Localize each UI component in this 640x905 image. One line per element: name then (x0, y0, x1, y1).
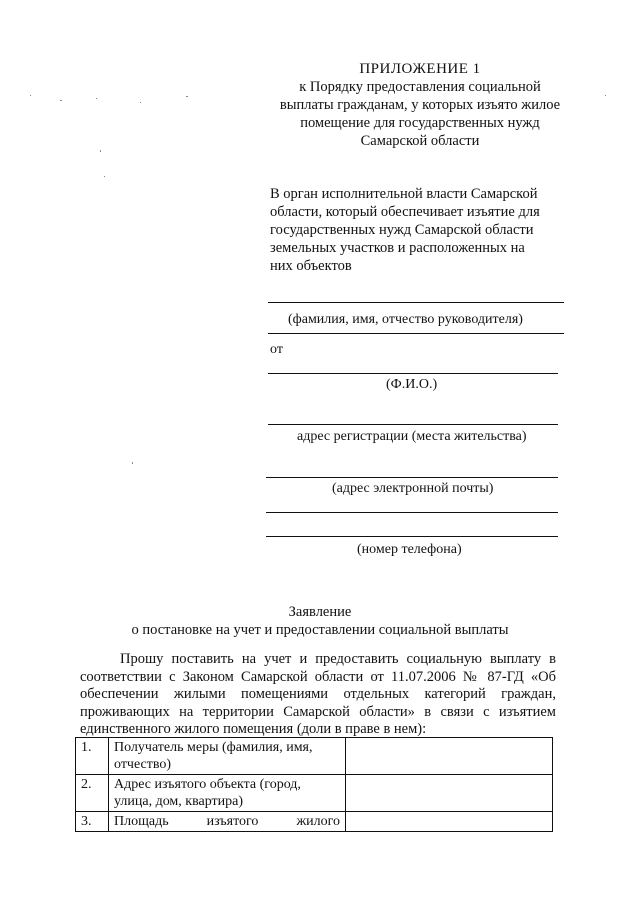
appendix-line: к Порядку предоставления социальной (299, 79, 541, 95)
addressee-line: области, который обеспечивает изъятие для (270, 204, 540, 220)
table-row (76, 775, 553, 812)
row-label: Адрес изъятого объекта (город, улица, дом, квартира) (109, 775, 346, 812)
addressee-line: земельных участков и расположенных на (270, 240, 525, 256)
scan-speck (104, 176, 105, 177)
address-line (268, 424, 558, 425)
statement-body: Прошу поставить на учет и предоставить социальную выплату в соответствии с Законом Самарской области от 11.07.2006 № 87-ГД «Об обеспечении жилыми помещениями отдельных категорий граждан, проживающих на территории Самарской области» в связи с изъятием единственного жилого помещения (доли в праве в нем): (80, 651, 556, 737)
row-value[interactable] (346, 812, 553, 832)
phone-line (266, 536, 558, 537)
scan-speck (96, 98, 97, 99)
from-label: от (270, 342, 283, 357)
addressee-block (270, 185, 570, 275)
fio-line (268, 373, 558, 374)
row-value[interactable] (346, 775, 553, 812)
scan-speck (186, 96, 188, 97)
appendix-line: выплаты гражданам, у которых изъято жилое (279, 97, 561, 113)
table-row (76, 738, 553, 775)
email-caption: (адрес электронной почты) (332, 481, 494, 496)
appendix-title: ПРИЛОЖЕНИЕ 1 (359, 61, 481, 77)
row-value[interactable] (346, 738, 553, 775)
appendix-header (262, 60, 578, 150)
statement-subtitle: о постановке на учет и предоставлении социальной выплаты (131, 622, 509, 638)
address-caption: адрес регистрации (места жительства) (297, 429, 527, 444)
row-label: Получатель меры (фамилия, имя, отчество) (109, 738, 346, 775)
row-label: Площадь изъятого жилого (109, 812, 346, 832)
scan-speck (60, 100, 62, 101)
appendix-line: помещение для государственных нужд (300, 115, 540, 131)
row-number: 1. (76, 738, 109, 775)
addressee-line: государственных нужд Самарской области (270, 222, 534, 238)
row-number: 3. (76, 812, 109, 832)
scan-speck (605, 95, 606, 96)
addressee-line: В орган исполнительной власти Самарской (270, 186, 538, 202)
head-name-underline (268, 333, 564, 334)
addressee-line: них объектов (270, 258, 352, 274)
scan-speck (100, 150, 101, 152)
head-name-caption: (фамилия, имя, отчество руководителя) (288, 312, 523, 327)
extra-line (266, 512, 558, 513)
row-number: 2. (76, 775, 109, 812)
statement-title: Заявление (288, 604, 352, 620)
table-row (76, 812, 553, 832)
head-name-line (268, 302, 564, 303)
scan-speck (30, 95, 31, 96)
appendix-line: Самарской области (360, 133, 480, 149)
info-table (75, 737, 553, 832)
phone-caption: (номер телефона) (357, 542, 462, 557)
scan-speck (140, 102, 141, 103)
scan-speck (132, 462, 133, 464)
fio-caption: (Ф.И.О.) (386, 377, 438, 392)
email-line (266, 477, 558, 478)
